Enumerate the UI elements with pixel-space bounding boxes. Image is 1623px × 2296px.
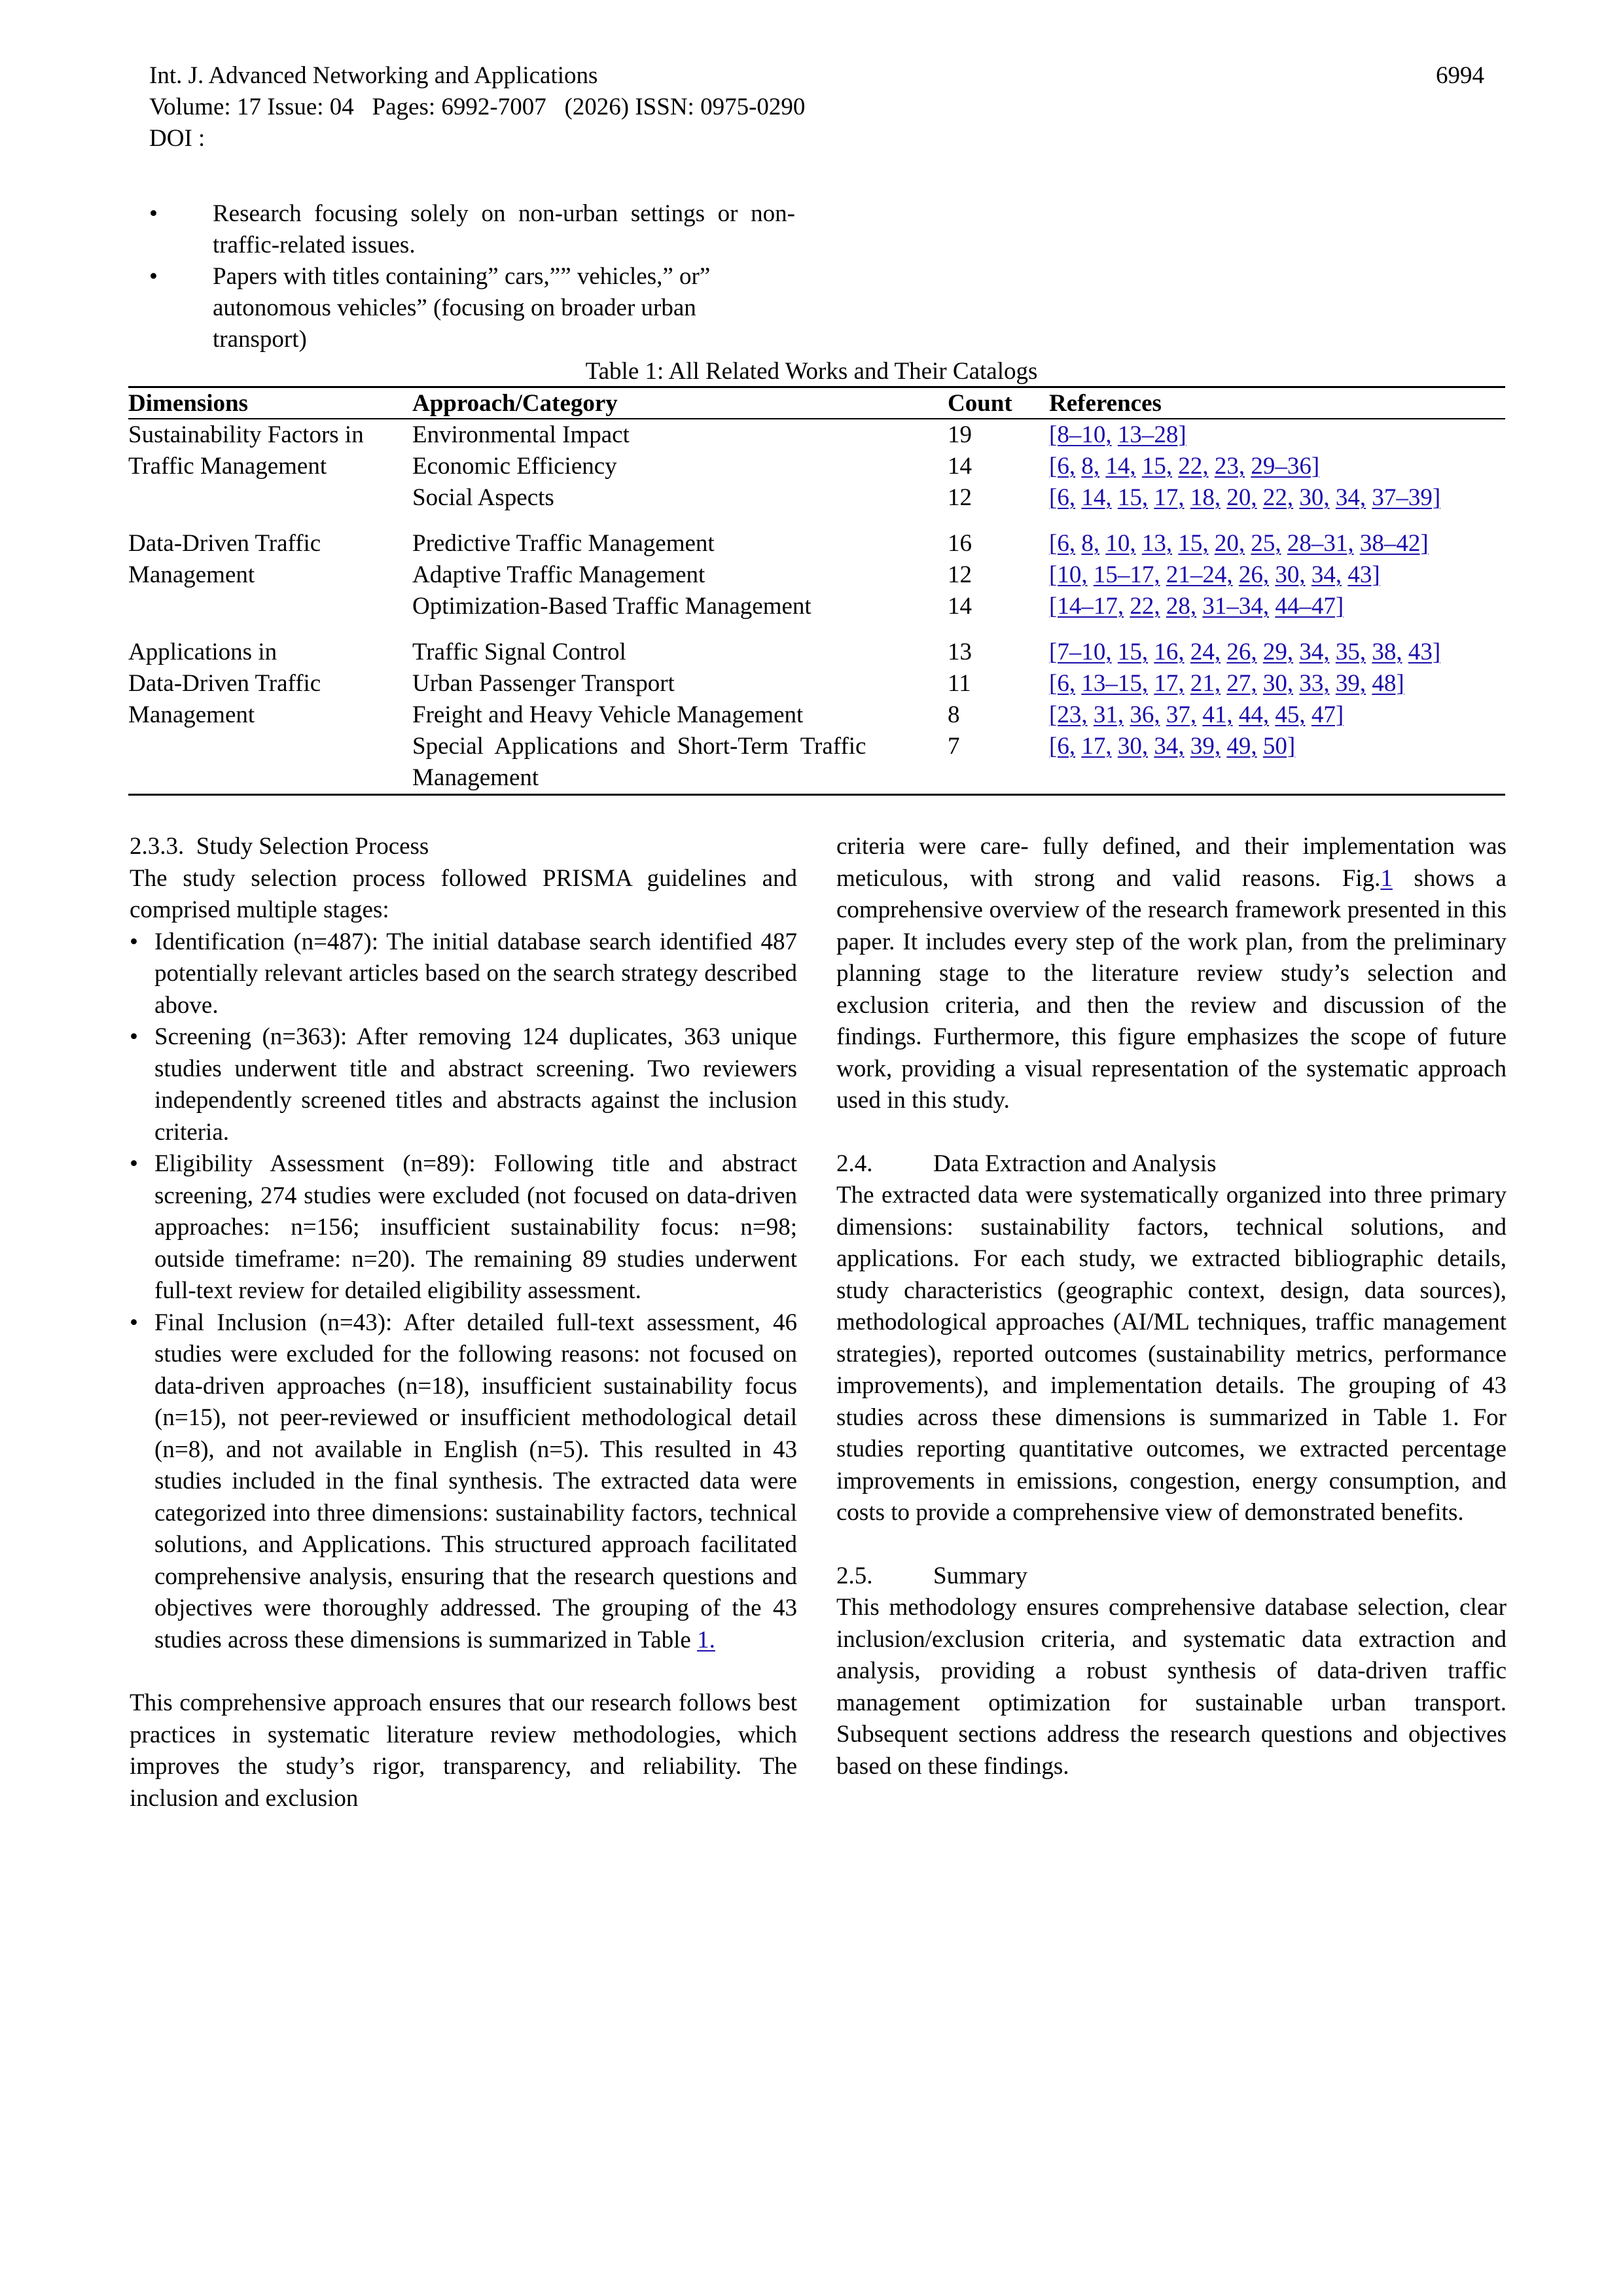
reference-link[interactable]: 38, (1372, 639, 1402, 665)
catalog-table (128, 386, 1505, 796)
reference-link[interactable]: 10, (1105, 530, 1136, 557)
count-cell: 13 (948, 639, 972, 665)
references-cell (1049, 451, 1319, 482)
reference-link[interactable]: 44–47] (1275, 593, 1344, 620)
bullet-mark: • (149, 200, 158, 227)
count-cell: 16 (948, 530, 972, 557)
references-cell (1049, 637, 1440, 668)
reference-link[interactable]: 21–24, (1166, 561, 1233, 588)
bullet-mark: • (149, 263, 158, 290)
approach-cell: Urban Passenger Transport (412, 670, 675, 697)
table-row (128, 591, 1505, 622)
list-item (130, 1307, 797, 1657)
reference-link[interactable]: 34, (1311, 561, 1342, 588)
table-header-row (128, 388, 1505, 419)
reference-link[interactable]: 20, (1226, 484, 1257, 511)
dimension-label: Management (128, 561, 255, 588)
page-header (149, 60, 1484, 154)
references-cell (1049, 591, 1344, 622)
reference-link[interactable]: 15, (1141, 453, 1173, 480)
reference-link[interactable]: 15–17, (1093, 561, 1160, 588)
dimension-label: Applications in (128, 639, 277, 665)
journal-title: Int. J. Advanced Networking and Applications (149, 62, 598, 89)
paragraph: The extracted data were systematically organized into three primary dimensions: sustainability factors, technical solutions, and applications. For each study, we extracted bibliographic details, study characteristics (geographic context, design, data sources), methodological approaches (AI/ML techniques, traffic management strategies), reported outcomes (sustainability metrics, performance improvements), and implementation details. The grouping of 43 studies across these dimensions is summarized in Table 1. For studies reporting quantitative outcomes, we extracted percentage improvements in emissions, congestion, energy consumption, and costs to provide a comprehensive view of demonstrated benefits. (836, 1182, 1507, 1526)
approach-cell: Special Applications and Short-Term Traffic (412, 733, 866, 760)
bullet-mark: • (130, 928, 138, 955)
bullet-text: Research focusing solely on non-urban settings or non-traffic-related issues. (213, 200, 795, 258)
figure-link[interactable]: 1 (1380, 864, 1393, 892)
volume-line: Volume: 17 Issue: 04 Pages: 6992-7007 (2026) ISSN: 0975-0290 (149, 94, 806, 120)
reference-link[interactable]: 22, (1178, 453, 1209, 480)
header-references: References (1049, 390, 1162, 417)
approach-cell: Traffic Signal Control (412, 639, 626, 665)
reference-link[interactable]: [7–10, (1049, 639, 1112, 665)
dimension-label: Data-Driven Traffic (128, 670, 321, 697)
paragraph: This methodology ensures comprehensive database selection, clear inclusion/exclusion criteria, and systematic data extraction and analysis, providing a robust synthesis of data-driven traffic management optimization for sustainable urban transport. Subsequent sections address the research questions and objectives based on these findings. (836, 1594, 1507, 1780)
reference-link[interactable]: [6, (1049, 484, 1076, 511)
bullet-mark: • (130, 1023, 138, 1050)
reference-link[interactable]: 34, (1154, 733, 1185, 760)
left-column (130, 831, 797, 1814)
reference-link[interactable]: 14, (1081, 484, 1112, 511)
stage-text: Screening (n=363): After removing 124 duplicates, 363 unique studies underwent title and abstract screening. Two reviewers independently screened titles and abstracts against the inclusion criteria. (154, 1023, 797, 1146)
approach-cell: Social Aspects (412, 484, 554, 511)
reference-link[interactable]: 13, (1141, 530, 1173, 557)
reference-link[interactable]: 20, (1214, 530, 1245, 557)
reference-link[interactable]: 13–28] (1117, 421, 1186, 448)
reference-link[interactable]: 38–42] (1359, 530, 1429, 557)
stage-text: Identification (n=487): The initial database search identified 487 potentially relevant articles based on the search strategy described above. (154, 928, 797, 1019)
reference-link[interactable]: 43] (1347, 561, 1380, 588)
dimension-label: Management (128, 701, 255, 728)
paragraph (836, 831, 1507, 1117)
reference-link[interactable]: 26, (1226, 639, 1257, 665)
references-cell (1049, 731, 1295, 762)
reference-link[interactable]: 44, (1238, 701, 1270, 728)
reference-link[interactable]: 14, (1105, 453, 1136, 480)
paragraph-text: shows a comprehensive overview of the research framework presented in this paper. It includes every step of the work plan, from the preliminary planning stage to the literature review study’s selection and exclusion criteria, and then the review and discussion of the findings. Furthermore, this figure emphasizes the scope of future work, providing a visual representation of the systematic approach used in this study. (836, 864, 1507, 1114)
reference-link[interactable]: [14–17, (1049, 593, 1124, 620)
approach-cell: Freight and Heavy Vehicle Management (412, 701, 804, 728)
reference-link[interactable]: 8, (1081, 453, 1100, 480)
count-cell: 12 (948, 561, 972, 588)
page-number: 6994 (1436, 62, 1484, 89)
reference-link[interactable]: [8–10, (1049, 421, 1112, 448)
dimension-label: Sustainability Factors in (128, 421, 364, 448)
reference-link[interactable]: 13–15, (1081, 670, 1149, 697)
stage-text: Final Inclusion (n=43): After detailed full-text assessment, 46 studies were excluded for the following reasons: not focused on data-driven approaches (n=18), insufficient sustainability focus (n=15), not peer-reviewed or insufficient methodological detail (n=8), and not available in English (n=5). This resulted in 43 studies included in the final synthesis. The extracted data were categorized into three dimensions: sustainability factors, technical solutions, and Applications. This structured approach facilitated comprehensive analysis, ensuring that the research questions and objectives were thoroughly addressed. The grouping of the 43 studies across these dimensions is summarized in Table (154, 1309, 797, 1653)
approach-cell-continued: Management (412, 764, 539, 791)
reference-link[interactable]: 8, (1081, 530, 1100, 557)
table-row (128, 528, 1505, 559)
reference-link[interactable]: 43] (1408, 639, 1441, 665)
references-cell (1049, 559, 1380, 591)
reference-link[interactable]: [10, (1049, 561, 1088, 588)
reference-link[interactable]: 15, (1117, 639, 1149, 665)
reference-link[interactable]: 36, (1130, 701, 1160, 728)
reference-link[interactable]: 34, (1335, 484, 1366, 511)
header-approach: Approach/Category (412, 390, 618, 417)
reference-link[interactable]: 31, (1093, 701, 1124, 728)
header-count: Count (948, 390, 1012, 417)
reference-link[interactable]: 41, (1202, 701, 1233, 728)
references-cell (1049, 668, 1404, 699)
bullet-text: Papers with titles containing” cars,”” vehicles,” or” autonomous vehicles” (focusing on broader urban transport) (213, 263, 711, 353)
section-heading: 2.5. Summary (836, 1562, 1027, 1589)
reference-link[interactable]: 25, (1251, 530, 1281, 557)
section-heading: 2.3.3. Study Selection Process (130, 833, 429, 860)
reference-link[interactable]: 50] (1262, 733, 1296, 760)
header-dimensions: Dimensions (128, 390, 248, 417)
reference-link[interactable]: 30, (1275, 561, 1306, 588)
reference-link[interactable]: 22, (1130, 593, 1160, 620)
reference-link[interactable]: 15, (1178, 530, 1209, 557)
reference-link[interactable]: 22, (1262, 484, 1294, 511)
count-cell: 19 (948, 421, 972, 448)
reference-link[interactable]: 39, (1335, 670, 1366, 697)
reference-link[interactable]: 23, (1214, 453, 1245, 480)
reference-link[interactable]: 31–34, (1202, 593, 1270, 620)
table-row (128, 699, 1505, 731)
count-cell: 14 (948, 593, 972, 620)
reference-link[interactable]: 30, (1299, 484, 1330, 511)
reference-link[interactable]: 45, (1275, 701, 1306, 728)
reference-link[interactable]: 35, (1335, 639, 1366, 665)
list-item (130, 927, 797, 1022)
reference-link[interactable]: 17, (1154, 484, 1185, 511)
reference-link[interactable]: 17, (1154, 670, 1185, 697)
paragraph: The study selection process followed PRISMA guidelines and comprised multiple stages: (130, 864, 797, 923)
dimension-label: Traffic Management (128, 453, 327, 480)
reference-link[interactable]: 34, (1299, 639, 1330, 665)
reference-link[interactable]: 39, (1190, 733, 1221, 760)
reference-link[interactable]: 30, (1117, 733, 1149, 760)
reference-link[interactable]: [6, (1049, 670, 1076, 697)
approach-cell: Environmental Impact (412, 421, 630, 448)
reference-link[interactable]: 49, (1226, 733, 1257, 760)
count-cell: 11 (948, 670, 971, 697)
references-cell (1049, 482, 1440, 514)
reference-link[interactable]: 29, (1262, 639, 1294, 665)
table-caption: Table 1: All Related Works and Their Catalogs (585, 358, 1038, 385)
count-cell: 14 (948, 453, 972, 480)
reference-link[interactable]: [6, (1049, 530, 1076, 557)
reference-link[interactable]: [23, (1049, 701, 1088, 728)
right-column (836, 831, 1507, 1782)
table-row (128, 482, 1505, 514)
table-link[interactable]: 1. (697, 1626, 715, 1653)
reference-link[interactable]: 21, (1190, 670, 1221, 697)
table-row (128, 559, 1505, 591)
bullet-mark: • (130, 1150, 138, 1177)
dimension-label: Data-Driven Traffic (128, 530, 321, 557)
stages-list (130, 927, 797, 1657)
reference-link[interactable]: 16, (1154, 639, 1185, 665)
references-cell (1049, 419, 1186, 451)
count-cell: 7 (948, 733, 960, 760)
section-heading: 2.4. Data Extraction and Analysis (836, 1150, 1217, 1177)
list-item (130, 1021, 797, 1148)
reference-link[interactable]: 28, (1166, 593, 1197, 620)
references-cell (1049, 528, 1429, 559)
count-cell: 12 (948, 484, 972, 511)
reference-link[interactable]: 24, (1190, 639, 1221, 665)
approach-cell: Economic Efficiency (412, 453, 617, 480)
list-item (130, 1148, 797, 1307)
reference-link[interactable]: 37, (1166, 701, 1197, 728)
reference-link[interactable]: 15, (1117, 484, 1149, 511)
table-row (128, 637, 1505, 668)
reference-link[interactable]: 48] (1372, 670, 1404, 697)
approach-cell: Optimization-Based Traffic Management (412, 593, 812, 620)
reference-link[interactable]: 33, (1299, 670, 1330, 697)
doi-line: DOI : (149, 125, 205, 152)
table-row (128, 668, 1505, 699)
stage-text: Eligibility Assessment (n=89): Following title and abstract screening, 274 studies were excluded (not focused on data-driven approaches: n=156; insufficient sustainability focus: n=98; outside timeframe: n=20). The remaining 89 studies underwent full-text review for detailed eligibility assessment. (154, 1150, 797, 1304)
reference-link[interactable]: 37–39] (1372, 484, 1441, 511)
references-cell (1049, 699, 1344, 731)
reference-link[interactable]: [6, (1049, 453, 1076, 480)
reference-link[interactable]: 30, (1262, 670, 1294, 697)
reference-link[interactable]: 17, (1081, 733, 1112, 760)
bullet-mark: • (130, 1309, 138, 1336)
reference-link[interactable]: 28–31, (1287, 530, 1354, 557)
table-row (128, 451, 1505, 482)
paragraph: This comprehensive approach ensures that our research follows best practices in systematic literature review methodologies, which improves the study’s rigor, transparency, and reliability. The inclusion and exclusion (130, 1689, 797, 1812)
approach-cell: Predictive Traffic Management (412, 530, 715, 557)
table-row (128, 419, 1505, 451)
approach-cell: Adaptive Traffic Management (412, 561, 705, 588)
count-cell: 8 (948, 701, 960, 728)
table-row (128, 762, 1505, 794)
reference-link[interactable]: 47] (1311, 701, 1344, 728)
table-row (128, 731, 1505, 762)
paragraph-text: criteria were care- fully defined, and their implementation was meticulous, with strong and valid reasons. Fig. (836, 833, 1507, 892)
reference-link[interactable]: 27, (1226, 670, 1257, 697)
reference-link[interactable]: 26, (1238, 561, 1270, 588)
reference-link[interactable]: 18, (1190, 484, 1221, 511)
reference-link[interactable]: 29–36] (1251, 453, 1320, 480)
reference-link[interactable]: [6, (1049, 733, 1076, 760)
